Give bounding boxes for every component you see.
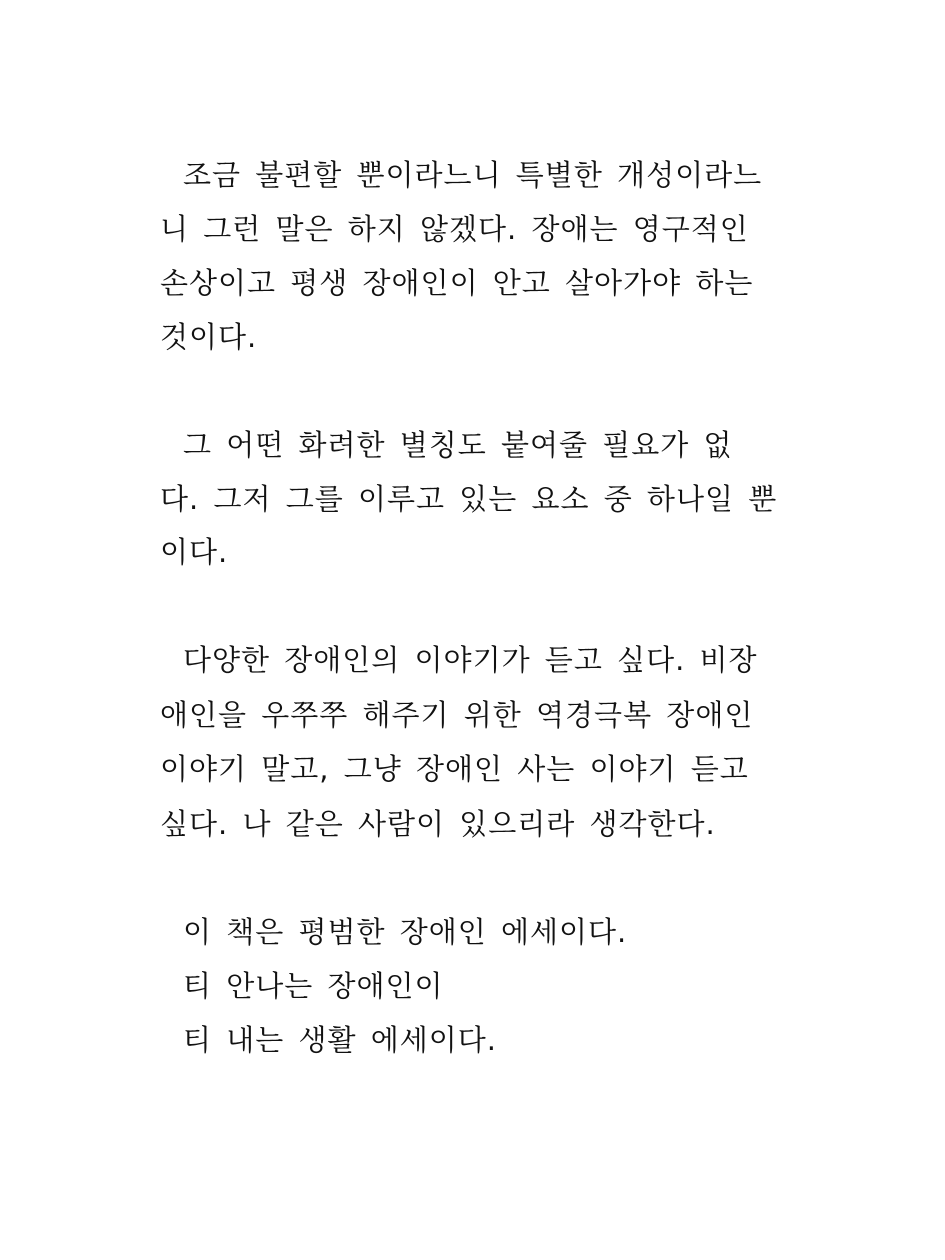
text-line: 이다. — [160, 535, 229, 569]
text-line: 애인을 우쭈쭈 해주기 위한 역경극복 장애인 — [160, 698, 754, 732]
text-line: 싶다. 나 같은 사람이 있으리라 생각한다. — [160, 807, 716, 841]
text-line: 다양한 장애인의 이야기가 듣고 싶다. 비장 — [183, 643, 758, 677]
text-line: 조금 불편할 뿐이라느니 특별한 개성이라느 — [183, 158, 763, 192]
text-line: 그 어떤 화려한 별칭도 붙여줄 필요가 없 — [183, 428, 733, 462]
text-line: 손상이고 평생 장애인이 안고 살아가야 하는 — [160, 266, 754, 300]
text-line: 티 내는 생활 에세이다. — [183, 1023, 497, 1057]
text-line: 이 책은 평범한 장애인 에세이다. — [183, 915, 628, 949]
text-line: 니 그런 말은 하지 않겠다. 장애는 영구적인 — [160, 212, 749, 246]
text-line: 다. 그저 그를 이루고 있는 요소 중 하나일 뿐 — [160, 482, 778, 516]
text-line: 티 안나는 장애인이 — [183, 969, 444, 1003]
text-line: 것이다. — [160, 320, 258, 354]
text-line: 이야기 말고, 그냥 장애인 사는 이야기 듣고 — [160, 752, 749, 786]
